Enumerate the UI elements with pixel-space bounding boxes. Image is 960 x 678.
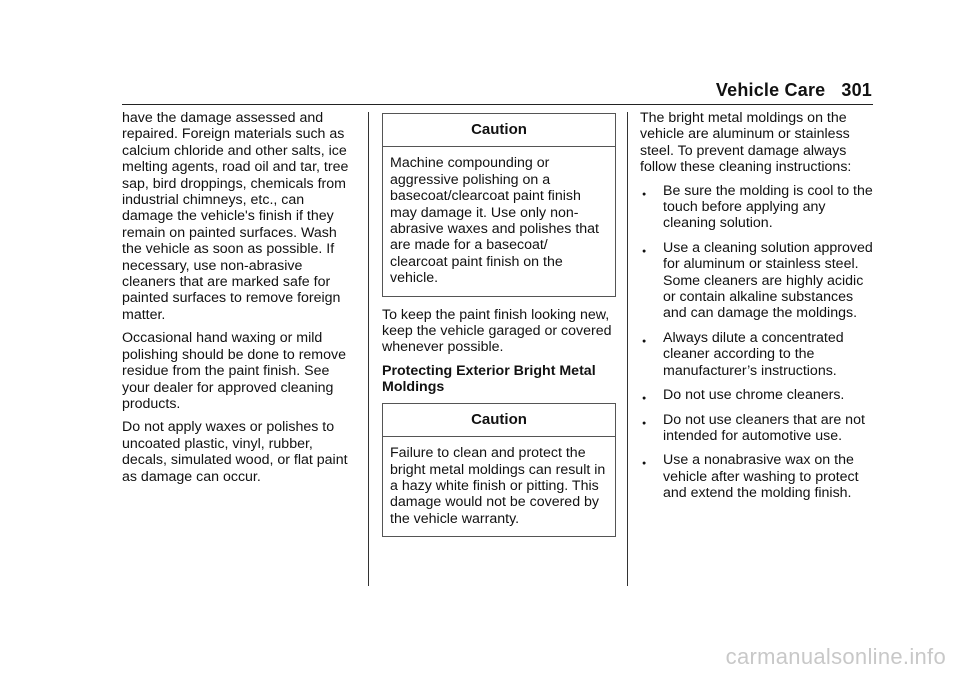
- paragraph: Do not apply waxes or polishes to uncoated plastic, vinyl, rubber, decals, simulated wood, or flat paint as damage can occur.: [122, 419, 348, 485]
- list-item-text: Use a nonabrasive wax on the vehicle after washing to protect and extend the molding finish.: [663, 452, 859, 502]
- page-header: [716, 80, 872, 101]
- column-right: [640, 110, 876, 510]
- section-heading: Protecting Exterior Bright Metal Moldings: [382, 362, 596, 396]
- instruction-list: [640, 183, 876, 502]
- bullet-icon: ●: [642, 337, 647, 345]
- watermark: carmanualsonline.info: [725, 644, 946, 669]
- list-item-text: Use a cleaning solution approved for aluminum or stainless steel. Some cleaners are highly acidic or contain alkaline substances and can damage the moldings.: [663, 239, 873, 322]
- column-divider-2: [627, 112, 628, 586]
- header-rule: [122, 104, 873, 105]
- caution-body: Failure to clean and protect the bright metal moldings can result in a hazy white finish or pitting. This damage would not be covered by the vehicle warranty.: [390, 445, 606, 527]
- list-item: [640, 240, 876, 322]
- paragraph: To keep the paint finish looking new, keep the vehicle garaged or covered whenever possible.: [382, 306, 612, 356]
- list-item: [640, 183, 876, 232]
- list-item: [640, 330, 876, 379]
- list-item: [640, 452, 876, 501]
- bullet-icon: ●: [642, 395, 647, 403]
- list-item-text: Do not use chrome cleaners.: [663, 387, 845, 404]
- column-divider-1: [368, 112, 369, 586]
- bullet-icon: ●: [642, 247, 647, 255]
- page-number: 301: [841, 80, 872, 100]
- section-title: Vehicle Care: [715, 80, 826, 100]
- caution-body: Machine compounding or aggressive polishing on a basecoat/clearcoat paint finish may damage it. Use only non-abrasive waxes and polishes that are made for a basecoat/ clearcoat paint finish on the vehicle.: [390, 155, 599, 287]
- bullet-icon: ●: [642, 419, 647, 427]
- paragraph: have the damage assessed and repaired. Foreign materials such as calcium chloride and other salts, ice melting agents, road oil and tar, tree sap, bird droppings, chemicals from industrial chimneys, etc., can damage the vehicle's finish if they remain on painted surfaces. Wash the vehicle as soon as possible. If necessary, use non-abrasive cleaners that are marked safe for painted surfaces to remove foreign matter.: [122, 110, 349, 323]
- column-middle: [382, 110, 616, 547]
- list-item: [640, 387, 876, 403]
- paragraph: The bright metal moldings on the vehicle are aluminum or stainless steel. To prevent damage always follow these cleaning instructions:: [640, 110, 852, 176]
- caution-box-paint: [382, 113, 616, 297]
- bullet-icon: ●: [642, 190, 647, 198]
- paragraph: Occasional hand waxing or mild polishing should be done to remove residue from the paint finish. See your dealer for approved cleaning products.: [122, 330, 347, 412]
- list-item-text: Always dilute a concentrated cleaner according to the manufacturer’s instructions.: [663, 329, 844, 379]
- column-left: [122, 110, 356, 492]
- list-item: [640, 412, 876, 445]
- caution-title: Caution: [383, 114, 615, 147]
- list-item-text: Do not use cleaners that are not intended for automotive use.: [663, 411, 865, 444]
- caution-box-moldings: [382, 403, 616, 537]
- bullet-icon: ●: [642, 460, 647, 468]
- list-item-text: Be sure the molding is cool to the touch before applying any cleaning solution.: [663, 182, 873, 232]
- caution-title: Caution: [383, 404, 615, 437]
